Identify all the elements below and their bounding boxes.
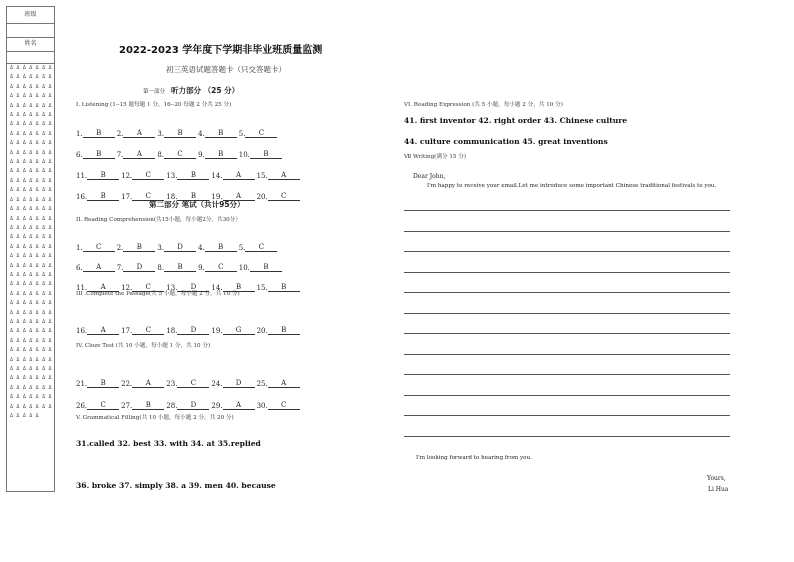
answer-blank[interactable]: A — [223, 172, 255, 180]
answer-item — [76, 138, 115, 159]
question-number: 2. — [116, 130, 124, 138]
answer-blank[interactable]: C — [87, 402, 119, 410]
question-number: 20. — [256, 193, 268, 201]
part2-heading: 第二部分 笔试（共计95分） — [149, 200, 245, 209]
answer-blank[interactable]: B — [83, 130, 115, 138]
grammar-answers-line2: 36. broke 37. simply 38. a 39. men 40. because — [76, 481, 276, 490]
answer-item — [121, 315, 164, 335]
answer-blank[interactable]: C — [132, 327, 164, 335]
answer-item — [239, 117, 278, 138]
answer-blank[interactable]: B — [177, 172, 209, 180]
answer-blank[interactable]: A — [83, 264, 115, 272]
answer-item — [76, 180, 119, 201]
reading-answers — [76, 232, 302, 292]
letter-signoff: Yours, — [707, 475, 726, 482]
answer-blank[interactable]: B — [205, 130, 237, 138]
answer-item — [117, 232, 156, 252]
writing-line[interactable] — [404, 313, 730, 314]
question-number: 28. — [166, 402, 178, 410]
answer-item — [211, 180, 254, 201]
answer-item — [211, 159, 254, 180]
answer-item — [157, 117, 196, 138]
answer-item — [211, 366, 254, 388]
question-number: 6. — [76, 151, 83, 159]
answer-row — [76, 117, 302, 138]
answer-item — [257, 272, 300, 292]
answer-item — [239, 232, 278, 252]
answer-item — [198, 138, 237, 159]
question-number: 4. — [198, 130, 205, 138]
answer-item — [76, 117, 115, 138]
writing-line[interactable] — [404, 354, 730, 355]
answer-blank[interactable]: D — [164, 244, 196, 252]
question-number: 4. — [198, 244, 205, 252]
question-number: 9. — [198, 151, 205, 159]
answer-row — [76, 159, 302, 180]
writing-line[interactable] — [404, 210, 730, 211]
answer-item — [76, 252, 115, 272]
answer-item — [76, 388, 119, 410]
answer-blank[interactable]: B — [205, 244, 237, 252]
writing-line[interactable] — [404, 374, 730, 375]
answer-item — [211, 315, 254, 335]
reading-label: II. Reading Comprehension(共15小题，每小题2分，共30分） — [76, 217, 241, 223]
answer-blank[interactable]: A — [223, 402, 255, 410]
question-number: 5. — [238, 244, 246, 252]
question-number: 5. — [238, 130, 246, 138]
answer-blank[interactable]: A — [123, 130, 155, 138]
answer-row — [76, 315, 302, 335]
question-number: 19. — [211, 193, 223, 201]
answer-item — [157, 138, 196, 159]
question-number: 17. — [121, 193, 133, 201]
question-number: 20. — [256, 327, 268, 335]
question-number: 10. — [238, 151, 250, 159]
answer-item — [121, 180, 164, 201]
answer-blank[interactable]: C — [132, 193, 164, 201]
name-blank[interactable] — [7, 51, 54, 64]
seal-line-pattern: Δ Δ Δ Δ Δ Δ Δ Δ Δ Δ Δ Δ Δ Δ Δ Δ Δ Δ Δ Δ Δ Δ Δ Δ Δ Δ Δ Δ Δ Δ Δ Δ Δ Δ Δ Δ Δ Δ Δ Δ Δ Δ Δ Δ Δ Δ Δ Δ Δ Δ Δ Δ Δ Δ Δ Δ Δ Δ Δ Δ Δ Δ Δ Δ Δ Δ Δ Δ Δ Δ Δ Δ Δ Δ Δ Δ Δ Δ Δ Δ Δ Δ Δ Δ Δ Δ Δ Δ Δ Δ Δ Δ Δ Δ Δ Δ Δ Δ Δ Δ Δ Δ Δ Δ Δ Δ Δ Δ Δ Δ Δ Δ Δ Δ Δ Δ Δ Δ Δ Δ Δ Δ Δ Δ Δ Δ Δ Δ Δ Δ Δ Δ Δ Δ Δ Δ Δ Δ Δ Δ Δ Δ Δ Δ Δ Δ Δ Δ Δ Δ Δ Δ Δ Δ Δ Δ Δ Δ Δ Δ Δ Δ Δ Δ Δ Δ Δ Δ Δ Δ Δ Δ Δ Δ Δ Δ Δ Δ Δ Δ Δ Δ Δ Δ Δ Δ Δ Δ Δ Δ Δ Δ Δ Δ Δ Δ Δ Δ Δ Δ Δ Δ Δ Δ Δ Δ Δ Δ Δ Δ Δ Δ Δ Δ Δ Δ Δ Δ Δ Δ Δ Δ Δ Δ Δ Δ Δ Δ Δ Δ Δ Δ Δ Δ Δ Δ Δ Δ Δ Δ Δ Δ Δ Δ Δ Δ Δ Δ Δ Δ Δ Δ Δ Δ Δ Δ Δ Δ Δ Δ Δ Δ Δ Δ — [10, 65, 52, 420]
question-number: 11. — [76, 172, 88, 180]
answer-blank[interactable]: B — [250, 151, 282, 159]
answer-blank[interactable]: C — [177, 380, 209, 388]
answer-blank[interactable]: A — [132, 380, 164, 388]
question-number: 17. — [121, 327, 133, 335]
answer-row — [76, 138, 302, 159]
answer-blank[interactable]: A — [268, 172, 300, 180]
question-number: 26. — [76, 402, 88, 410]
question-number: 9. — [198, 264, 205, 272]
question-number: 30. — [256, 402, 268, 410]
question-number: 7. — [116, 151, 124, 159]
answer-blank[interactable]: B — [87, 193, 119, 201]
answer-blank[interactable]: C — [164, 151, 196, 159]
answer-item — [166, 180, 209, 201]
writing-line[interactable] — [404, 231, 730, 232]
question-number: 16. — [76, 193, 88, 201]
answer-item — [198, 117, 237, 138]
answer-item — [76, 315, 119, 335]
answer-blank[interactable]: D — [177, 284, 209, 292]
answer-blank[interactable]: B — [164, 264, 196, 272]
question-number: 12. — [121, 284, 133, 292]
expression-label: VI. Reading Expression (共 5 小题，每小题 2 分，共 10 分) — [404, 102, 563, 108]
writing-line[interactable] — [404, 333, 730, 334]
answer-blank[interactable]: B — [268, 284, 300, 292]
writing-line[interactable] — [404, 292, 730, 293]
answer-blank[interactable]: C — [83, 244, 115, 252]
answer-blank[interactable]: B — [132, 402, 164, 410]
grammar-label: V. Grammatical Filling(共 10 小题，每小题 2 分，共 20 分) — [76, 415, 234, 421]
question-number: 7. — [116, 264, 124, 272]
letter-salutation: Dear John, — [413, 173, 446, 180]
answer-item — [166, 366, 209, 388]
writing-line[interactable] — [404, 395, 730, 396]
answer-blank[interactable]: C — [268, 193, 300, 201]
question-number: 3. — [157, 130, 165, 138]
answer-blank[interactable]: A — [123, 151, 155, 159]
answer-blank[interactable]: C — [268, 402, 300, 410]
answer-blank[interactable]: C — [132, 172, 164, 180]
answer-blank[interactable]: C — [132, 284, 164, 292]
answer-item — [157, 232, 196, 252]
question-number: 27. — [121, 402, 133, 410]
answer-item — [121, 366, 164, 388]
name-label: 姓名 — [24, 40, 37, 47]
answer-blank[interactable]: B — [268, 327, 300, 335]
answer-item — [257, 315, 300, 335]
letter-opening: I'm happy to receive your email.Let me introduce some important Chinese traditional festivals to you. — [427, 183, 717, 189]
class-blank[interactable] — [7, 23, 54, 38]
question-number: 23. — [166, 380, 178, 388]
question-number: 14. — [211, 284, 223, 292]
answer-item — [166, 315, 209, 335]
question-number: 22. — [121, 380, 133, 388]
answer-item — [76, 159, 119, 180]
question-number: 3. — [157, 244, 165, 252]
answer-blank[interactable]: A — [87, 327, 119, 335]
binding-strip — [6, 6, 55, 492]
question-number: 29. — [211, 402, 223, 410]
part1-heading — [143, 85, 239, 96]
grammar-answers-line1: 31.called 32. best 33. with 34. at 35.replied — [76, 439, 261, 448]
answer-blank[interactable]: B — [123, 244, 155, 252]
writing-line[interactable] — [404, 251, 730, 252]
question-number: 21. — [76, 380, 88, 388]
listening-label: I. Listening (1--15 题每题 1 分，16--20 每题 2 分共 25 分) — [76, 102, 232, 108]
answer-item — [166, 388, 209, 410]
answer-blank[interactable]: C — [205, 264, 237, 272]
answer-row — [76, 366, 302, 388]
question-number: 25. — [256, 380, 268, 388]
question-number: 18. — [166, 327, 178, 335]
class-field[interactable] — [7, 7, 54, 24]
question-number: 15. — [256, 284, 268, 292]
answer-item — [117, 117, 156, 138]
cloze-label: IV. Cloze Test (共 10 小题，每小题 1 分，共 10 分) — [76, 343, 211, 349]
answer-item — [198, 232, 237, 252]
page-title: 2022-2023 学年度下学期非毕业班质量监测 — [119, 45, 323, 56]
part1-heading-small: 第一部分 — [143, 89, 166, 95]
answer-item — [211, 388, 254, 410]
answer-item — [117, 138, 156, 159]
question-number: 8. — [157, 264, 165, 272]
question-number: 18. — [166, 193, 178, 201]
writing-line[interactable] — [404, 415, 730, 416]
answer-blank[interactable]: B — [177, 193, 209, 201]
page-subtitle: 初三英语试题答题卡（只交答题卡） — [166, 65, 286, 74]
question-number: 15. — [256, 172, 268, 180]
cloze-answers — [76, 366, 302, 410]
writing-line[interactable] — [404, 436, 730, 437]
answer-blank[interactable]: A — [268, 380, 300, 388]
answer-item — [76, 232, 115, 252]
expression-answers-line2: 44. culture communication 45. great inventions — [404, 137, 608, 146]
question-number: 1. — [76, 244, 83, 252]
question-number: 6. — [76, 264, 83, 272]
question-number: 8. — [157, 151, 165, 159]
answer-blank[interactable]: B — [164, 130, 196, 138]
question-number: 14. — [211, 172, 223, 180]
part1-heading-text: 听力部分 （25 分） — [171, 86, 240, 95]
answer-item — [117, 252, 156, 272]
answer-blank[interactable]: B — [87, 380, 119, 388]
class-label: 班级 — [24, 11, 37, 18]
answer-item — [257, 159, 300, 180]
answer-item — [166, 159, 209, 180]
answer-item — [239, 138, 282, 159]
letter-closing: I'm looking forward to hearing from you. — [416, 455, 532, 461]
answer-item — [257, 366, 300, 388]
answer-blank[interactable]: A — [87, 284, 119, 292]
answer-row — [76, 180, 302, 201]
answer-row — [76, 388, 302, 410]
answer-item — [157, 252, 196, 272]
answer-blank[interactable]: B — [250, 264, 282, 272]
answer-item — [257, 180, 300, 201]
answer-blank[interactable]: C — [245, 244, 277, 252]
answer-blank[interactable]: D — [177, 402, 209, 410]
question-number: 10. — [238, 264, 250, 272]
question-number: 1. — [76, 130, 83, 138]
answer-item — [76, 366, 119, 388]
question-number: 24. — [211, 380, 223, 388]
answer-blank[interactable]: B — [87, 172, 119, 180]
question-number: 12. — [121, 172, 133, 180]
writing-label: Ⅶ Writing(满分 15 分) — [404, 154, 466, 160]
question-number: 2. — [116, 244, 124, 252]
answer-blank[interactable]: G — [223, 327, 255, 335]
question-number: 13. — [166, 284, 178, 292]
answer-blank[interactable]: B — [83, 151, 115, 159]
answer-item — [198, 252, 237, 272]
answer-blank[interactable]: B — [205, 151, 237, 159]
expression-answers-line1: 41. first inventor 42. right order 43. Chinese culture — [404, 116, 628, 125]
name-field[interactable] — [7, 37, 54, 52]
letter-signature: Li Hua — [708, 486, 729, 493]
answer-item — [121, 159, 164, 180]
question-number: 19. — [211, 327, 223, 335]
answer-blank[interactable]: C — [245, 130, 277, 138]
answer-blank[interactable]: D — [223, 380, 255, 388]
answer-row — [76, 252, 302, 272]
answer-item — [121, 388, 164, 410]
answer-blank[interactable]: D — [123, 264, 155, 272]
answer-row — [76, 232, 302, 252]
answer-blank[interactable]: A — [223, 193, 255, 201]
answer-item — [239, 252, 282, 272]
question-number: 16. — [76, 327, 88, 335]
question-number: 13. — [166, 172, 178, 180]
question-number: 11. — [76, 284, 88, 292]
answer-blank[interactable]: D — [177, 327, 209, 335]
passage-label: III .Complete the Passage(共 5 小题，每小题 2 分，共 10 分) — [76, 291, 240, 297]
listening-answers — [76, 117, 302, 201]
passage-answers — [76, 315, 302, 335]
answer-item — [257, 388, 300, 410]
writing-line[interactable] — [404, 272, 730, 273]
answer-blank[interactable]: B — [223, 284, 255, 292]
